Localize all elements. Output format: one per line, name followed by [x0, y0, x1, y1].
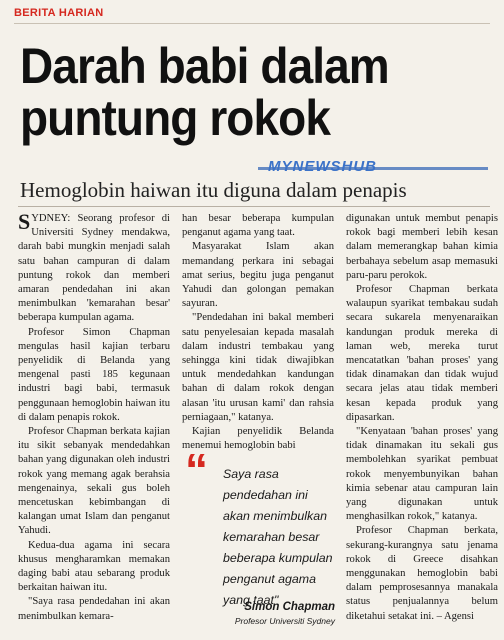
headline — [20, 40, 452, 144]
divider — [18, 206, 490, 207]
paragraph: Profesor Chapman berkata, sekurang-kurangnya satu jenama rokok di Greece disahkan menggunakan hemoglobin babi dalam pemprosesannya manakala status penjualannya belum diketahui setakat ini. – Agensi — [346, 525, 498, 622]
paragraph: "Pendedahan ini bakal memberi satu penyelesaian kepada masalah dalam industri tembakau yang sehingga kini tidak diwajibkan untuk mendedahkan kandungan bahan di dalam rokok dengan alasan 'itu urusan kami' dan rahsia perniagaan," katanya. — [182, 312, 334, 423]
pull-quote-name: Simon Chapman — [244, 601, 335, 613]
paragraph: han besar beberapa kumpulan penganut agama yang taat. — [182, 213, 334, 239]
paragraph: "Kenyataan 'bahan proses' yang tidak dinamakan itu sekali gus membolehkan syarikat pembuat rokok menyembunyikan bahan kimia sebenar atau campuran lain yang digunakan untuk menghasilkan rokok," katanya. — [346, 426, 498, 523]
paragraph-text: YDNEY: Seorang profesor di Universiti Sydney mendakwa, darah babi mungkin menjadi salah satu bahan campuran di dalam puntung rokok dan memberi amaran pendedahan ini akan menimbulkan 'kemarahan besar' beberapa kumpulan agama. — [18, 213, 170, 324]
paragraph: Profesor Simon Chapman mengulas hasil kajian terbaru penyelidik di Belanda yang mengenal pasti 185 kegunaan industri bagi babi, termasuk penggunaan hemoglobin haiwan itu di dalam penapis rokok. — [18, 326, 170, 423]
pull-quote — [183, 444, 335, 637]
paragraph: Profesor Chapman berkata kajian itu sikit sebanyak mendedahkan bahan yang digunakan oleh industri rokok yang memang agak berahsia mengenainya, sekali gus boleh mencetuskan kebimbangan di kalangan umat Islam dan penganut Yahudi. — [18, 426, 170, 537]
pull-quote-role: Profesor Universiti Sydney — [234, 616, 335, 626]
pull-quote-text: Saya rasa pendedahan ini akan menimbulkan kemarahan besar beberapa kumpulan penganut agama yang taat" — [223, 467, 333, 607]
paragraph: "Saya rasa pendedahan ini akan menimbulkan kemara- — [18, 596, 170, 622]
article-column-3 — [346, 212, 498, 624]
paragraph — [18, 209, 170, 326]
watermark — [268, 158, 488, 178]
headline-line-2: puntung rokok — [20, 90, 330, 146]
headline-line-1: Darah babi dalam — [20, 38, 389, 94]
paragraph: Kedua-dua agama ini secara khusus mengharamkan memakan daging babi atau sebarang produk berkaitan haiwan itu. — [18, 539, 170, 594]
article-column-2 — [182, 212, 334, 453]
watermark-text: MYNEWSHUB — [268, 158, 377, 175]
paragraph: digunakan untuk membut penapis rokok bagi memberi lebih kesan dalam memerangkap bahan kimia berbahaya sebelum asap memasuki paru-paru perokok. — [346, 213, 498, 281]
paragraph: Profesor Chapman berkata walaupun syarikat tembakau sudah secara sukarela menyenaraikan kandungan produk mereka di laman web, mereka turut mencatatkan 'bahan proses' yang tidak dinamakan dan tidak wujud secara jelas atau tidak memberi kesan kepada produk yang dipasarkan. — [346, 284, 498, 423]
article-column-1 — [18, 209, 170, 624]
dropcap: S — [18, 209, 31, 234]
paragraph: Masyarakat Islam akan memandang perkara ini sebagai amat serius, begitu juga penganut Yahudi dan golongan pemakan sayuran. — [182, 241, 334, 310]
masthead-label: BERITA HARIAN — [14, 7, 104, 19]
paragraph: Kajian penyelidik Belanda menemui hemoglobin babi — [182, 426, 334, 452]
masthead — [14, 3, 490, 24]
subheadline: Hemoglobin haiwan itu diguna dalam penapis — [20, 178, 407, 202]
quote-mark-icon: “ — [185, 444, 208, 496]
